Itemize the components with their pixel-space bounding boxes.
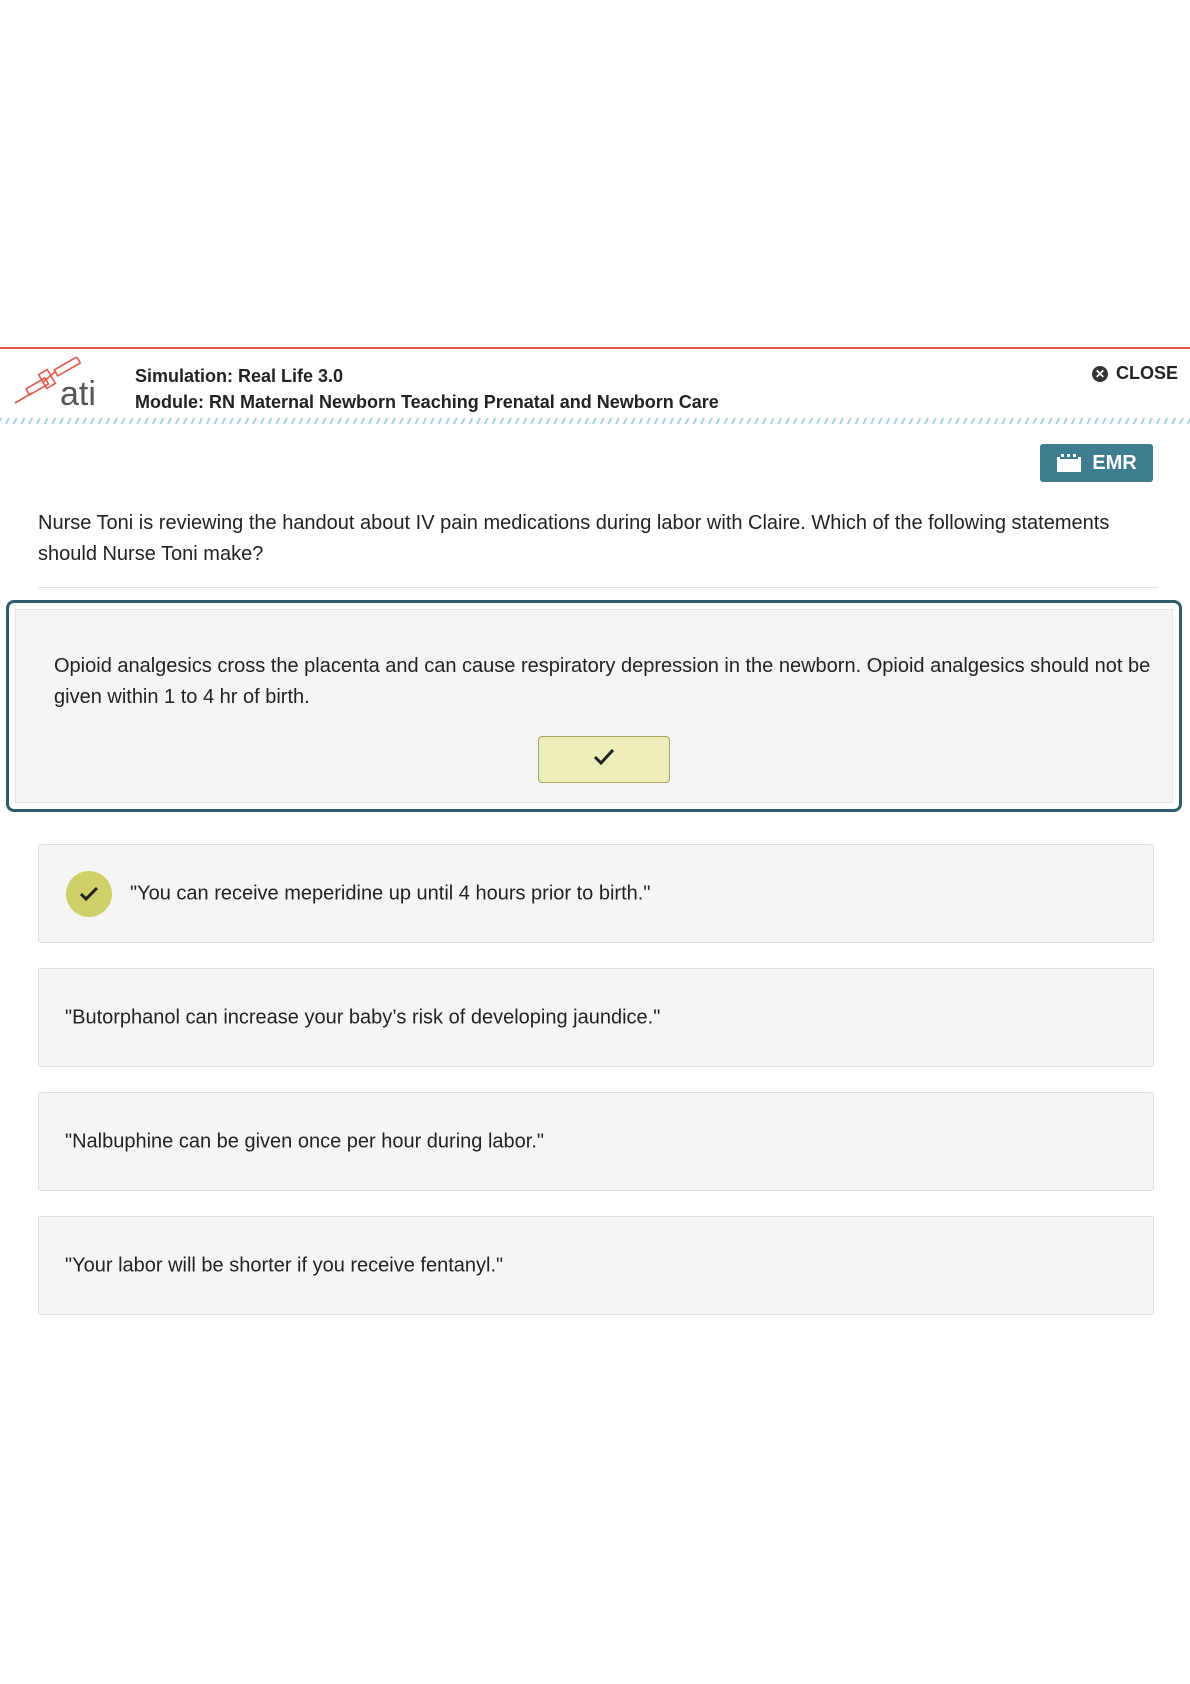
simulation-title: Simulation: Real Life 3.0 (135, 366, 344, 386)
emr-button[interactable] (1040, 444, 1153, 482)
close-circle-icon: ✕ (1092, 366, 1108, 382)
feedback-text: Opioid analgesics cross the placenta and can cause respiratory depression in the newborn. Opioid analgesics should not be given within 1 to 4 hr of birth. (54, 655, 1151, 708)
answer-option-3[interactable] (38, 1092, 1154, 1191)
selected-check-icon (66, 871, 112, 917)
close-button[interactable] (1092, 363, 1178, 384)
check-icon (593, 748, 615, 771)
ati-logo (12, 357, 112, 413)
answer-option-text: "Your labor will be shorter if you receive fentanyl." (65, 1254, 504, 1276)
answer-option-text: "Butorphanol can increase your baby’s risk of developing jaundice." (65, 1006, 661, 1028)
app-header (0, 347, 1190, 423)
module-title: Module: RN Maternal Newborn Teaching Prenatal and Newborn Care (135, 392, 719, 412)
page-titles (135, 363, 719, 415)
clipboard-icon (1056, 453, 1082, 473)
confirm-button[interactable] (538, 736, 670, 783)
question-divider (38, 587, 1158, 588)
question-text: Nurse Toni is reviewing the handout about IV pain medications during labor with Claire. Which of the following statements should Nurse Toni make? (38, 512, 1110, 565)
header-divider (0, 418, 1190, 424)
answer-option-1[interactable] (38, 844, 1154, 943)
answer-option-text: "Nalbuphine can be given once per hour during labor." (65, 1130, 544, 1152)
answer-option-2[interactable] (38, 968, 1154, 1067)
answer-option-4[interactable] (38, 1216, 1154, 1315)
emr-label: EMR (1092, 451, 1137, 474)
answer-option-text: "You can receive meperidine up until 4 hours prior to birth." (130, 882, 651, 904)
close-label: CLOSE (1115, 363, 1178, 383)
svg-text:ati: ati (60, 375, 96, 413)
